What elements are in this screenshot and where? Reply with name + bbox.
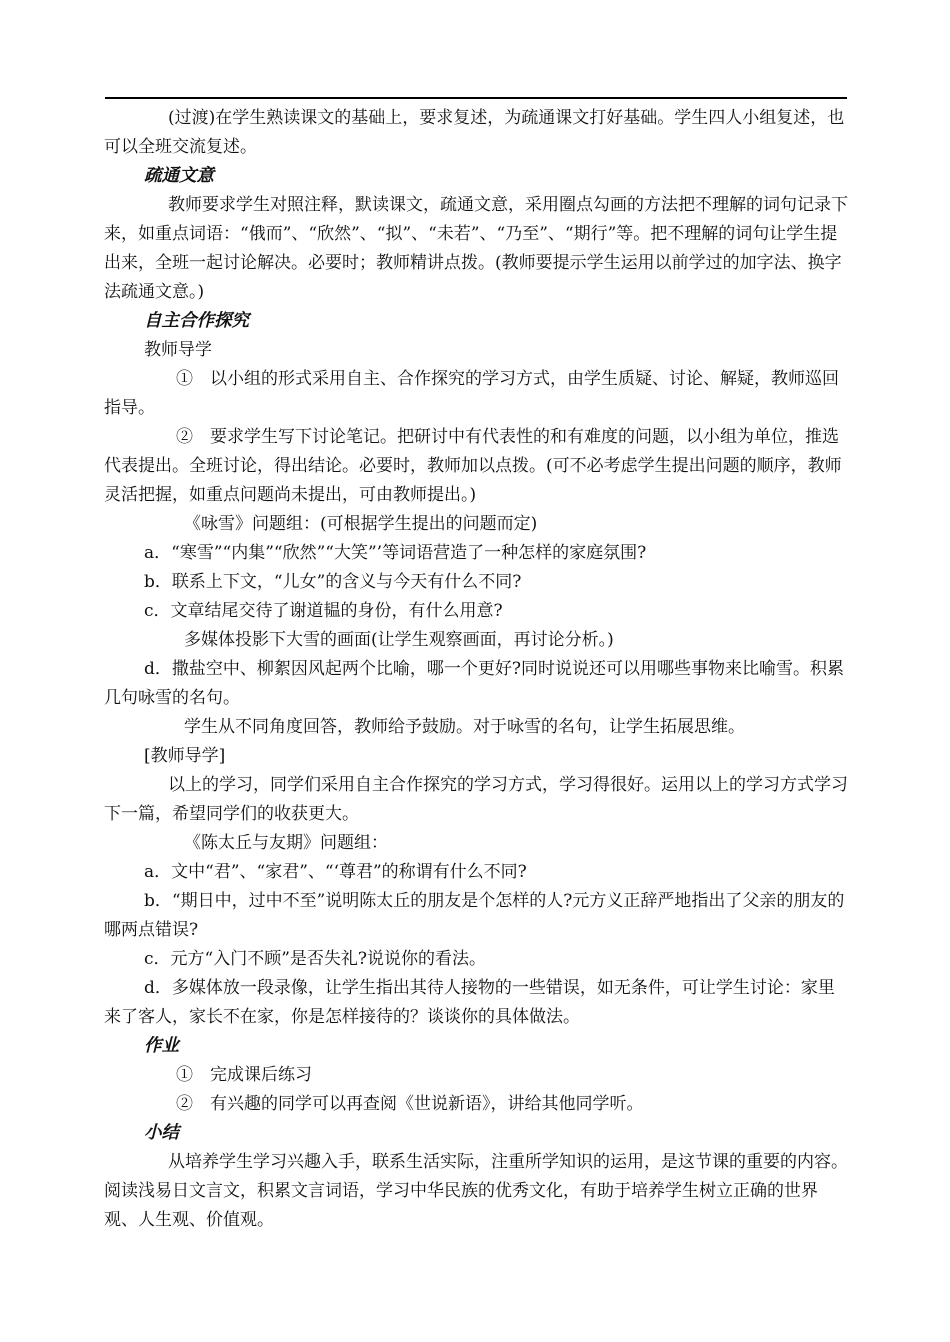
homework-item-1: ① 完成课后练习 <box>176 1065 312 1085</box>
yongxue-question-d: d．撒盐空中、柳絮因风起两个比喻，哪一个更好?同时说说还可以用哪些事物来比喻雪。积累几句咏雪的名句。 <box>104 659 844 708</box>
conclusion-paragraph: 从培养学生学习兴趣入手，联系生活实际，注重所学知识的运用，是这节课的重要的内容。阅读浅易日文言文，积累文言词语，学习中华民族的优秀文化，有助于培养学生树立正确的世界观、人生观、价值观。 <box>104 1152 848 1230</box>
heading-zizhu: 自主合作探究 <box>144 311 249 331</box>
summary-transition: 以上的学习，同学们采用自主合作探究的学习方式，学习得很好。运用以上的学习方式学习下一篇，希望同学们的收获更大。 <box>104 775 848 824</box>
homework-item-2: ② 有兴趣的同学可以再查阅《世说新语》，讲给其他同学听。 <box>176 1094 644 1114</box>
chen-question-a: a．文中“君”、“家君”、“‘尊君”的称谓有什么不同? <box>144 862 527 882</box>
heading-shutong: 疏通文意 <box>144 166 214 186</box>
yongxue-question-a: a．“寒雪”“内集”“欣然”“大笑”’等词语营造了一种怎样的家庭氛围? <box>144 543 647 563</box>
yongxue-question-c: c．文章结尾交待了谢道韫的身份，有什么用意? <box>144 601 503 621</box>
yongxue-question-b: b．联系上下文，“儿女”的含义与今天有什么不同? <box>144 572 522 592</box>
teacher-guide-label: 教师导学 <box>144 340 212 360</box>
guide-item-1: ① 以小组的形式采用自主、合作探究的学习方式，由学生质疑、讨论、解疑，教师巡回指导。 <box>104 369 839 418</box>
teacher-guide-label-2: [教师导学] <box>144 746 226 766</box>
yongxue-question-group: 《咏雪》问题组：(可根据学生提出的问题而定) <box>184 514 538 534</box>
media-note: 多媒体投影下大雪的画面(让学生观察画面，再讨论分析。) <box>184 630 614 650</box>
heading-zuoye: 作业 <box>144 1036 179 1056</box>
heading-xiaojie: 小结 <box>144 1123 179 1143</box>
chen-question-c: c．元方“入门不顾”是否失礼?说说你的看法。 <box>144 949 487 969</box>
guide-item-2: ② 要求学生写下讨论笔记。把研讨中有代表性的和有难度的问题，以小组为单位，推选代表提出。全班讨论，得出结论。必要时，教师加以点拨。(可不必考虑学生提出问题的顺序，教师灵活把握，如重点问题尚未提出，可由教师提出。) <box>104 427 842 505</box>
document-body <box>104 104 848 1235</box>
answer-note: 学生从不同角度回答，教师给予鼓励。对于咏雪的名句，让学生拓展思维。 <box>184 717 745 737</box>
chen-question-d: d．多媒体放一段录像，让学生指出其待人接物的一些错误，如无条件，可让学生讨论：家里来了客人，家长不在家，你是怎样接待的？谈谈你的具体做法。 <box>104 978 835 1027</box>
transition-paragraph: (过渡)在学生熟读课文的基础上，要求复述，为疏通课文打好基础。学生四人小组复述，也可以全班交流复述。 <box>104 108 845 157</box>
chen-question-group: 《陈太丘与友期》问题组： <box>184 833 388 853</box>
shutong-paragraph: 教师要求学生对照注释，默读课文，疏通文意，采用圈点勾画的方法把不理解的词句记录下来，如重点词语：“俄而”、“欣然”、“拟”、“未若”、“乃至”、“期行”等。把不理解的词句让学生提出来，全班一起讨论解决。必要时；教师精讲点拨。(教师要提示学生运用以前学过的加字法、换字法疏通文意。) <box>104 195 848 302</box>
chen-question-b: b．“期日中，过中不至”说明陈太丘的朋友是个怎样的人?元方义正辞严地指出了父亲的朋友的哪两点错误? <box>104 891 845 940</box>
header-rule <box>105 97 847 99</box>
